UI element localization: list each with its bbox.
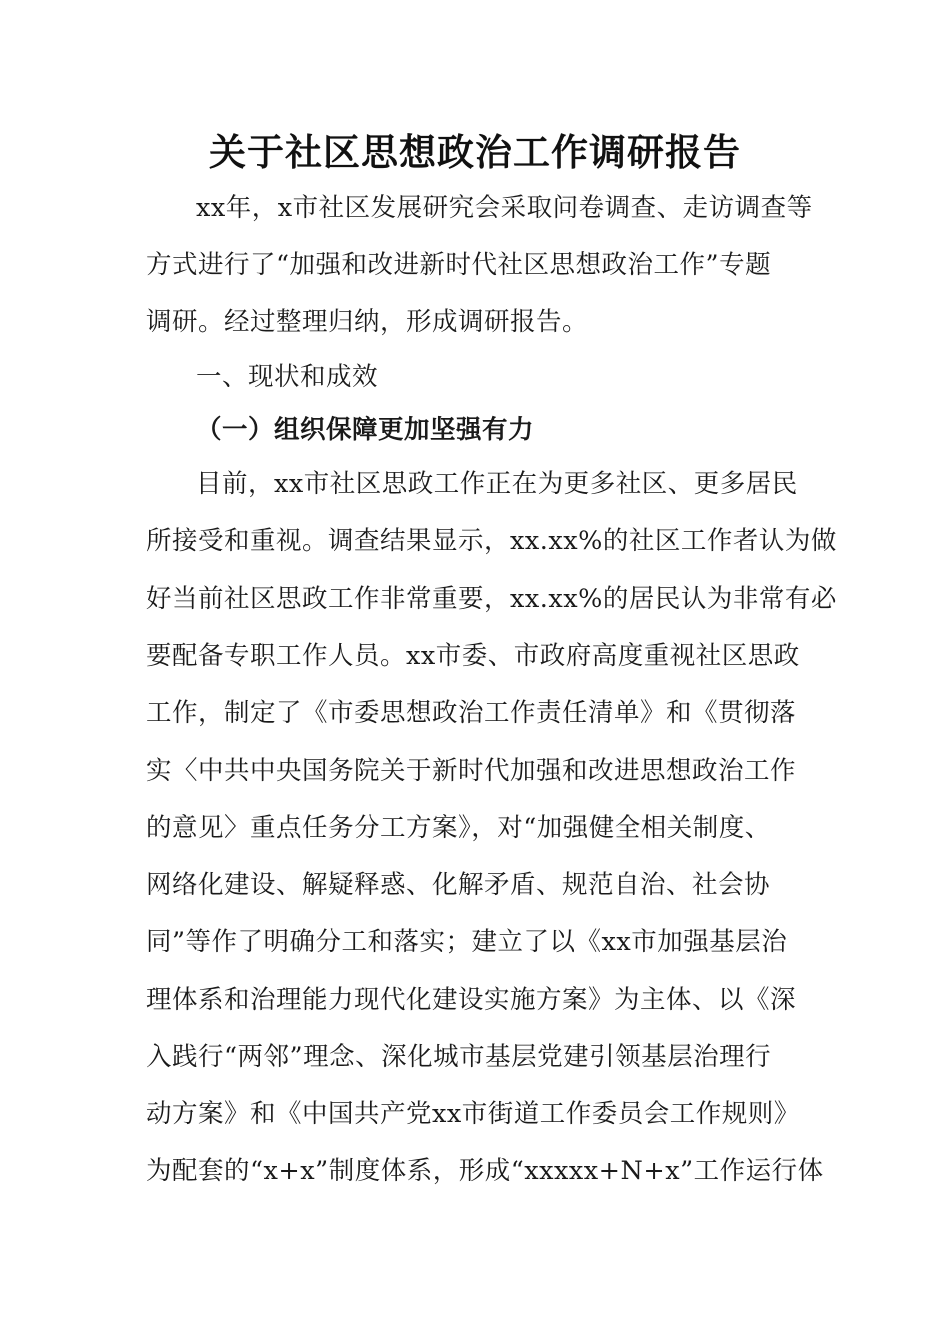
- paragraph-line: 理体系和治理能力现代化建设实施方案》为主体、以《深: [146, 985, 797, 1015]
- paragraph-line: 同”等作了明确分工和落实；建立了以《xx市加强基层治: [146, 927, 788, 957]
- paragraph-line: 为配套的“x+x”制度体系，形成“xxxxx+N+x”工作运行体: [146, 1156, 824, 1186]
- paragraph-line: 动方案》和《中国共产党xx市街道工作委员会工作规则》: [146, 1099, 800, 1129]
- paragraph-line: 好当前社区思政工作非常重要，xx.xx%的居民认为非常有必: [146, 584, 837, 614]
- document-title: 关于社区思想政治工作调研报告: [209, 131, 741, 174]
- paragraph-line: 工作，制定了《市委思想政治工作责任清单》和《贯彻落: [146, 698, 797, 728]
- paragraph-line: 的意见〉重点任务分工方案》，对“加强健全相关制度、: [146, 813, 771, 843]
- paragraph-line: 入践行“两邻”理念、深化城市基层党建引领基层治理行: [146, 1042, 772, 1072]
- paragraph-line: 网络化建设、解疑释惑、化解矛盾、规范自治、社会协: [146, 870, 771, 900]
- paragraph-line: xx年，x市社区发展研究会采取问卷调查、走访调查等: [196, 193, 813, 223]
- paragraph-line: 调研。经过整理归纳，形成调研报告。: [146, 307, 589, 337]
- subsection-heading: （一）组织保障更加坚强有力: [196, 415, 535, 445]
- section-heading: 一、现状和成效: [196, 362, 379, 392]
- paragraph-line: 方式进行了“加强和改进新时代社区思想政治工作”专题: [146, 250, 772, 280]
- paragraph-line: 目前，xx市社区思政工作正在为更多社区、更多居民: [196, 469, 798, 499]
- paragraph-line: 要配备专职工作人员。xx市委、市政府高度重视社区思政: [146, 641, 800, 671]
- paragraph-line: 实〈中共中央国务院关于新时代加强和改进思想政治工作: [146, 756, 797, 786]
- paragraph-line: 所接受和重视。调查结果显示，xx.xx%的社区工作者认为做: [146, 526, 837, 556]
